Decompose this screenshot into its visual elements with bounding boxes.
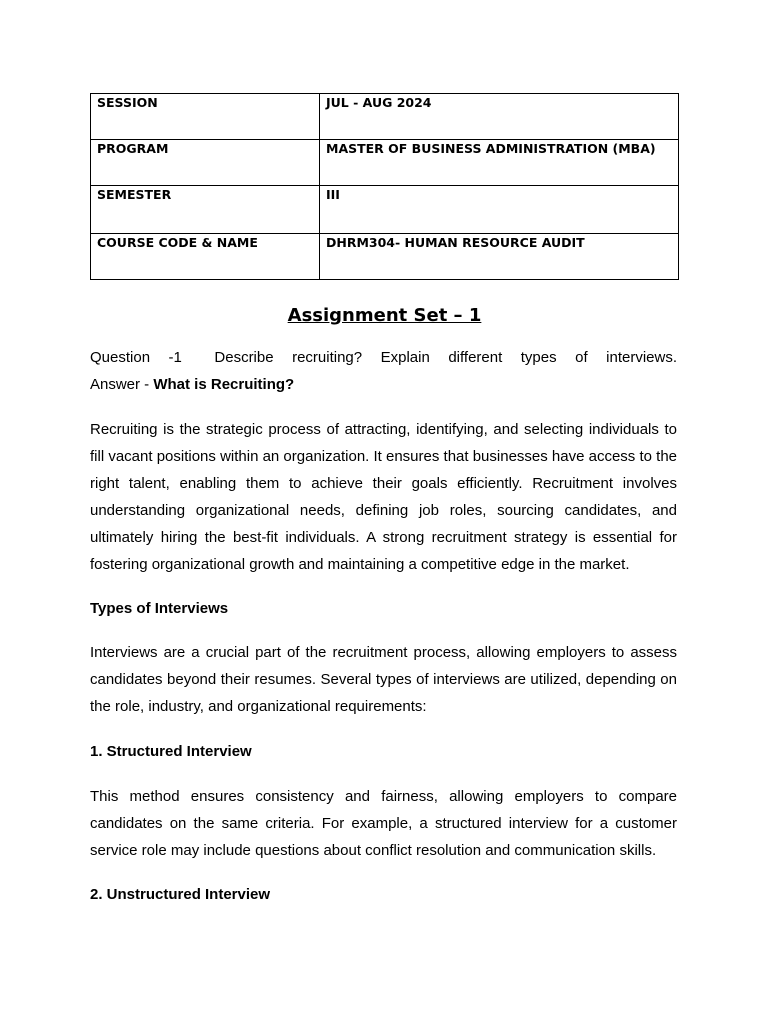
types-intro-paragraph: Interviews are a crucial part of the recruitment process, allowing employers to assess candidates beyond their resumes. Several types of interviews are utilized, depending on the role, industry, and organizational requirements:: [90, 644, 677, 715]
answer-heading: What is Recruiting?: [153, 376, 295, 393]
assignment-title: Assignment Set – 1: [287, 305, 482, 326]
question-line: [90, 344, 677, 371]
question-word: of: [575, 349, 588, 366]
course-label: COURSE CODE & NAME: [91, 234, 320, 280]
table-row: [91, 94, 679, 140]
question-word: Question: [90, 349, 151, 366]
course-value: DHRM304- HUMAN RESOURCE AUDIT: [320, 234, 679, 280]
semester-value: III: [320, 186, 679, 234]
session-value: JUL - AUG 2024: [320, 94, 679, 140]
program-label: PROGRAM: [91, 140, 320, 186]
answer-line: [90, 371, 677, 398]
structured-paragraph: This method ensures consistency and fairness, allowing employers to compare candidates on the same criteria. For example, a structured interview for a customer service role may include questions about conflict resolution and communication skills.: [90, 788, 677, 859]
question-word: different: [448, 349, 503, 366]
semester-label: SEMESTER: [91, 186, 320, 234]
unstructured-heading: 2. Unstructured Interview: [90, 886, 271, 903]
question-word: Explain: [380, 349, 430, 366]
structured-heading: 1. Structured Interview: [90, 743, 252, 760]
answer-prefix: Answer -: [90, 376, 154, 393]
session-label: SESSION: [91, 94, 320, 140]
question-word: interviews.: [606, 349, 677, 366]
question-word: -1: [168, 349, 182, 366]
program-value: MASTER OF BUSINESS ADMINISTRATION (MBA): [320, 140, 679, 186]
question-word: Describe: [214, 349, 274, 366]
recruiting-paragraph: Recruiting is the strategic process of attracting, identifying, and selecting individuals to fill vacant positions within an organization. It ensures that businesses have access to the right talent, enabling them to achieve their goals efficiently. Recruitment involves understanding organizational needs, defining job roles, sourcing candidates, and ultimately hiring the best-fit individuals. A strong recruitment strategy is essential for fostering organizational growth and maintaining a competitive edge in the market.: [90, 421, 677, 573]
types-heading: Types of Interviews: [90, 600, 229, 617]
question-word: recruiting?: [292, 349, 363, 366]
course-info-table: [90, 93, 679, 280]
table-row: [91, 234, 679, 280]
question-block: [90, 344, 677, 398]
table-row: [91, 186, 679, 234]
question-word: types: [520, 349, 557, 366]
table-row: [91, 140, 679, 186]
